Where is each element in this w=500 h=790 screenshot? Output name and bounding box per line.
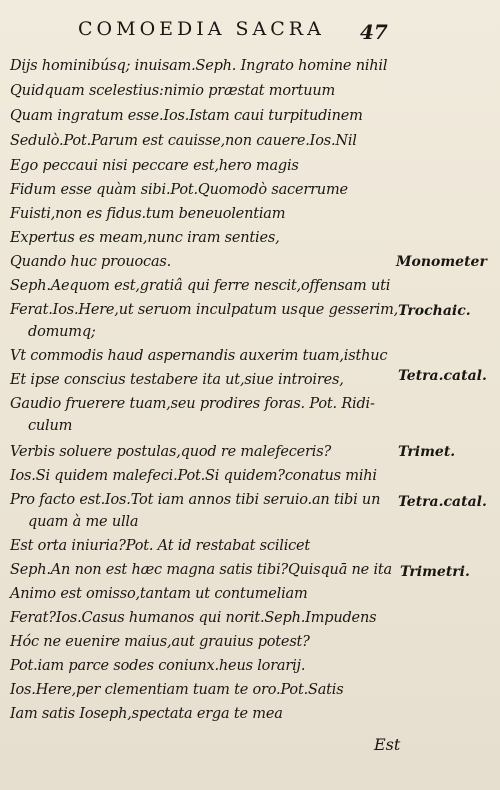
text-line: Ego peccaui nisi peccare est,hero magis [10,158,299,174]
text-line-continuation: domumq; [28,324,96,340]
text-line: Quidquam scelestius:nimio præstat mortuum [10,83,336,99]
text-line: Quando huc prouocas. [10,254,172,270]
text-line: Fidum esse quàm sibi.Pot.Quomodò sacerrume [10,182,348,198]
text-line: Dijs hominibúsq; inuisam.Seph. Ingrato homine nihil [10,58,388,74]
text-line: Quam ingratum esse.Ios.Istam caui turpitudinem [10,108,363,124]
margin-note: Monometer [396,254,487,270]
text-line: Ios.Here,per clementiam tuam te oro.Pot.Satis [10,682,344,698]
catchword: Est [374,735,401,754]
text-line: Hóc ne euenire maius,aut grauius potest? [10,634,310,650]
margin-note: Tetra.catal. [398,494,487,510]
margin-note: Trochaic. [398,303,471,319]
text-line: Animo est omisso,tantam ut contumeliam [10,586,308,602]
text-line: Ferat.Ios.Here,ut seruom inculpatum usque gesserim, [10,302,399,318]
text-line: Et ipse conscius testabere ita ut,siue introires, [10,372,344,388]
text-line: Sedulò.Pot.Parum est cauisse,non cauere.Ios.Nil [10,133,357,149]
page-number: 47 [360,20,388,44]
text-line: Expertus es meam,nunc iram senties, [10,230,280,246]
text-line: Ios.Si quidem malefeci.Pot.Si quidem?conatus mihi [10,468,377,484]
text-line: Pot.iam parce sodes coniunx.heus lorarij. [10,658,306,674]
text-line: Fuisti,non es fidus.tum beneuolentiam [10,206,286,222]
text-line: Ferat?Ios.Casus humanos qui norit.Seph.Impudens [10,610,377,626]
text-line: Iam satis Ioseph,spectata erga te mea [10,706,283,722]
text-line: Vt commodis haud aspernandis auxerim tuam,isthuc [10,348,388,364]
text-line: Seph.An non est hæc magna satis tibi?Quisquā ne ita [10,562,392,578]
running-head: COMOEDIA SACRA [78,18,325,40]
margin-note: Tetra.catal. [398,368,487,384]
text-line: Gaudio fruerere tuam,seu prodires foras. Pot. Ridi- [10,396,375,412]
margin-note: Trimet. [398,444,456,460]
text-line-continuation: quam à me ulla [28,514,139,530]
text-line: Seph.Aequom est,gratiâ qui ferre nescit,offensam uti [10,278,391,294]
text-line-continuation: culum [28,418,73,434]
text-line: Est orta iniuria?Pot. At id restabat scilicet [10,538,311,554]
text-line: Pro facto est.Ios.Tot iam annos tibi seruio.an tibi un [10,492,381,508]
text-line: Verbis soluere postulas,quod re malefeceris? [10,444,332,460]
margin-note: Trimetri. [400,564,470,580]
